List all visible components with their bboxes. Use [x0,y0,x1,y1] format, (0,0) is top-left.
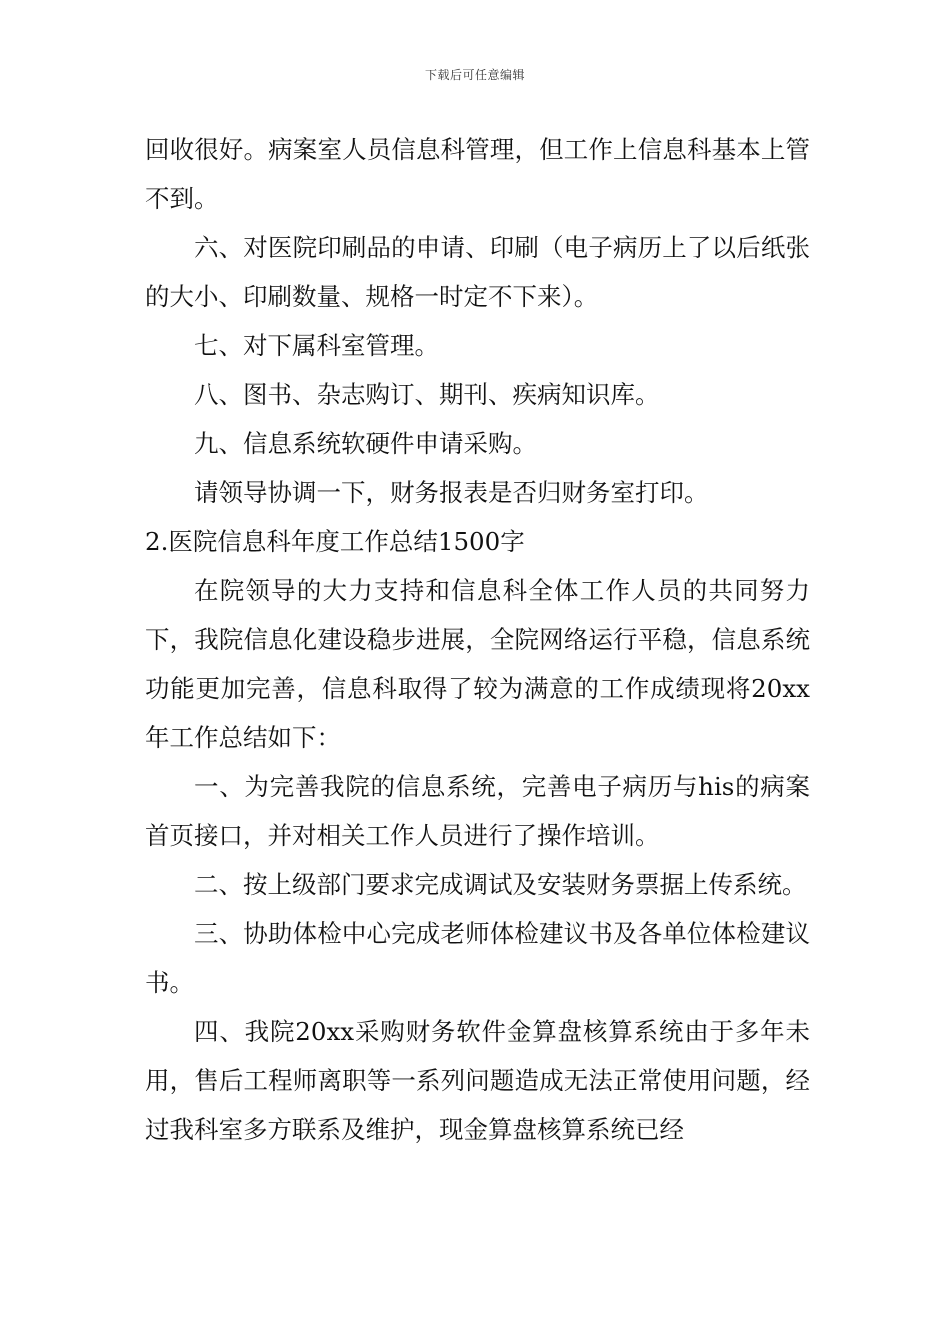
paragraph-2: 六、对医院印刷品的申请、印刷（电子病历上了以后纸张的大小、印刷数量、规格一时定不下来）。 [145,233,810,311]
paragraph-8: 在院领导的大力支持和信息科全体工作人员的共同努力下，我院信息化建设稳步进展，全院网络运行平稳，信息系统功能更加完善，信息科取得了较为满意的工作成绩现将20xx年工作总结如下： [145,576,810,752]
paragraph-9: 一、为完善我院的信息系统，完善电子病历与his的病案首页接口，并对相关工作人员进行了操作培训。 [145,772,810,850]
paragraph-4: 八、图书、杂志购订、期刊、疾病知识库。 [194,380,660,409]
paragraph-1: 回收很好。病案室人员信息科管理，但工作上信息科基本上管不到。 [145,135,810,213]
paragraph-12: 四、我院20xx采购财务软件金算盘核算系统由于多年未用，售后工程师离职等一系列问题造成无法正常使用问题，经过我科室多方联系及维护，现金算盘核算系统已经 [145,1017,810,1144]
paragraph-6: 请领导协调一下，财务报表是否归财务室打印。 [194,478,709,507]
paragraph-5: 九、信息系统软硬件申请采购。 [194,429,537,458]
paragraph-10: 二、按上级部门要求完成调试及安装财务票据上传系统。 [194,870,807,899]
document-body [145,125,810,1154]
paragraph-3: 七、对下属科室管理。 [194,331,439,360]
page-header: 下载后可任意编辑 [424,68,525,82]
section-heading: 2.医院信息科年度工作总结1500字 [145,527,525,556]
paragraph-11: 三、协助体检中心完成老师体检建议书及各单位体检建议书。 [145,919,810,997]
